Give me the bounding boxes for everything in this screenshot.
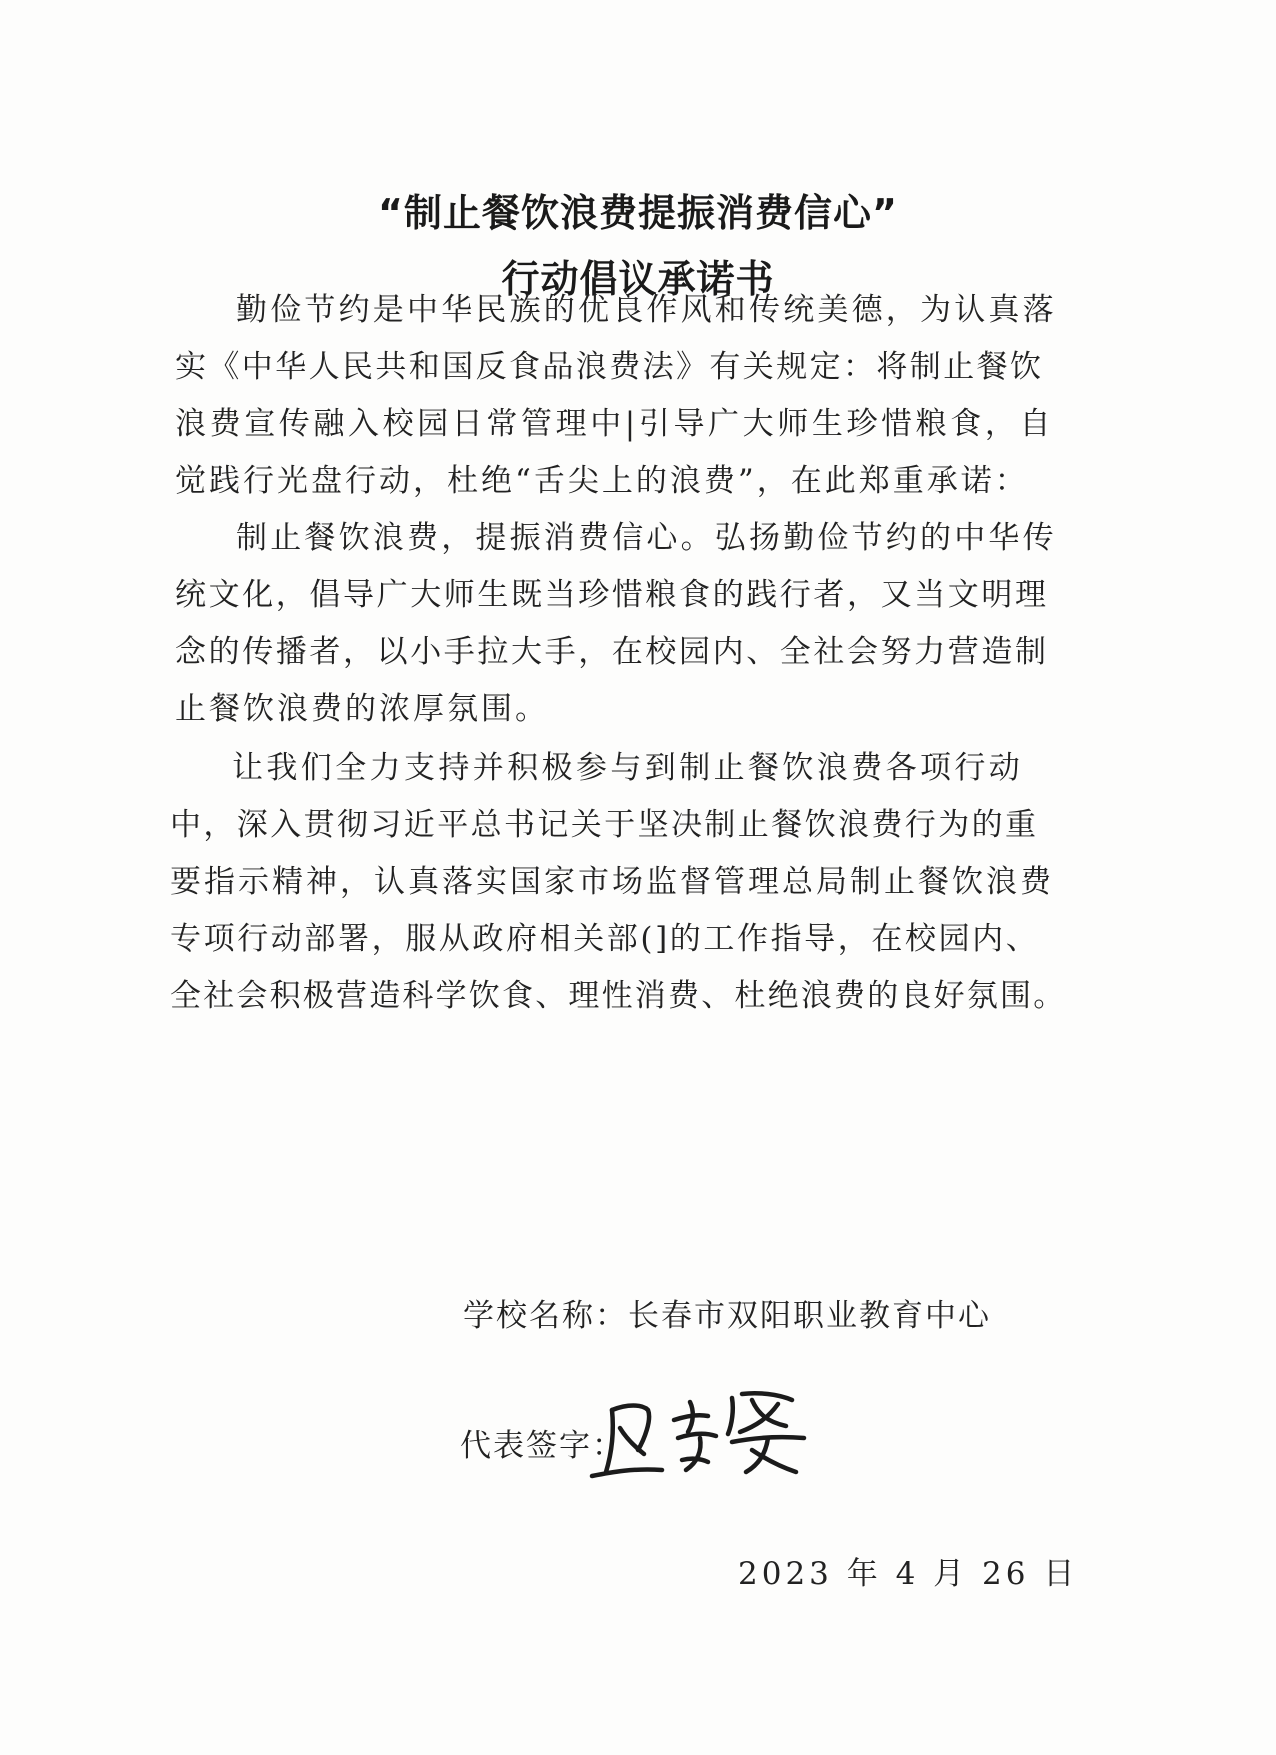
paragraph-2-line-1: 制止餐饮浪费，提振消费信心。弘扬勤俭节约的中华传 (236, 520, 1057, 556)
paragraph-3-line-3: 要指示精神，认真落实国家市场监督管理总局制止餐饮浪费 (170, 864, 1054, 900)
paragraph-3-line-1: 让我们全力支持并积极参与到制止餐饮浪费各项行动 (232, 750, 1024, 786)
school-name-line: 学校名称：长春市双阳职业教育中心 (463, 1298, 991, 1334)
paragraph-1-line-4: 觉践行光盘行动，杜绝“舌尖上的浪费”，在此郑重承诺： (175, 463, 1029, 499)
paragraph-1-line-1: 勤俭节约是中华民族的优良作风和传统美德，为认真落 (236, 292, 1057, 328)
signature-label: 代表签字： (460, 1428, 625, 1464)
paragraph-1-line-3: 浪费宣传融入校园日常管理中|引导广大师生珍惜粮食，自 (175, 406, 1055, 442)
paragraph-2-line-4: 止餐饮浪费的浓厚氛围。 (175, 691, 549, 727)
document-date: 2023 年 4 月 26 日 (738, 1556, 1079, 1592)
paragraph-1-line-2: 实《中华人民共和国反食品浪费法》有关规定：将制止餐饮 (175, 349, 1044, 385)
paragraph-3-line-2: 中，深入贯彻习近平总书记关于坚决制止餐饮浪费行为的重 (170, 807, 1039, 843)
paragraph-3-line-4: 专项行动部署，服从政府相关部(]的工作指导，在校园内、 (170, 921, 1040, 957)
document-title-line-2: 行动倡议承诺书 (501, 257, 775, 301)
paragraph-2-line-2: 统文化，倡导广大师生既当珍惜粮食的践行者，又当文明理 (175, 577, 1049, 613)
document-title-line-1: “制止餐饮浪费提振消费信心” (378, 191, 898, 235)
paragraph-3-line-5: 全社会积极营造科学饮食、理性消费、杜绝浪费的良好氛围。 (170, 978, 1067, 1014)
handwritten-signature (582, 1380, 812, 1490)
paragraph-2-line-3: 念的传播者，以小手拉大手，在校园内、全社会努力营造制 (175, 634, 1049, 670)
